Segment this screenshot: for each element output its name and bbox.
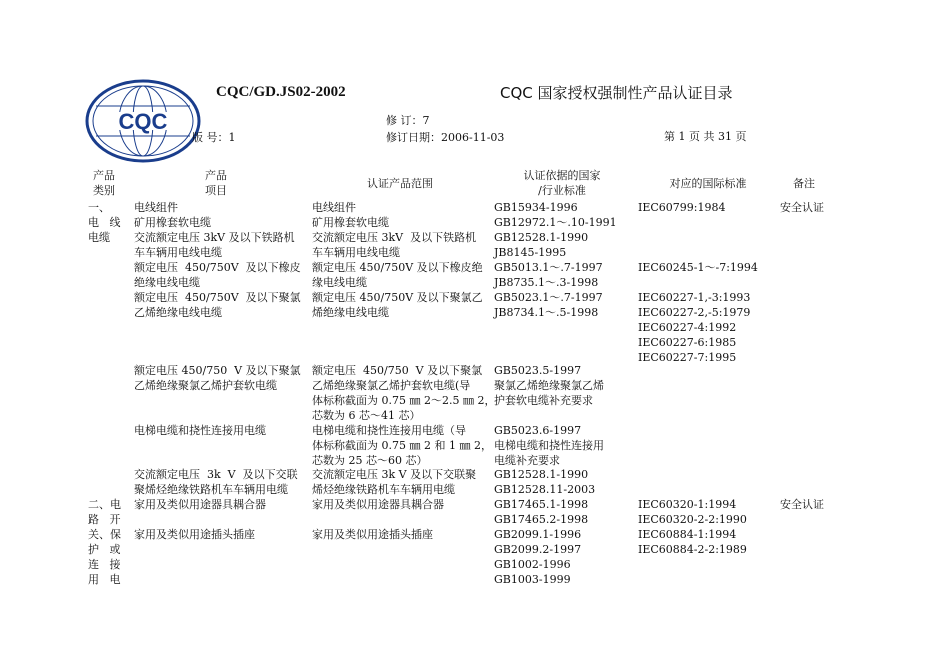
col-intl: 对应的国际标准 [669, 177, 747, 190]
cell-item: 交流额定电压 3k V 及以下交联 聚烯烃绝缘铁路机车车辆用电缆 [134, 468, 298, 496]
doc-title: CQC 国家授权强制性产品认证目录 [500, 84, 733, 102]
cell-scope: 家用及类似用途器具耦合器 家用及类似用途插头插座 [312, 498, 444, 541]
col-scope: 认证产品范围 [367, 177, 433, 190]
revision: 修 订：7 [386, 114, 430, 127]
cqc-logo [84, 78, 202, 164]
cell-national: GB5023.6-1997 电梯电缆和挠性连接用 电缆补充要求 [494, 424, 604, 467]
cell-item: 电线组件 矿用橡套软电缆 交流额定电压 3kV 及以下铁路机 车车辆用电线电缆 额定电压 450/750V 及以下橡皮 绝缘电线电缆 额定电压 450/750V 及以下聚氯 乙烯绝缘电线电缆 [134, 201, 301, 319]
page-number: 第 1 页 共 31 页 [664, 130, 747, 143]
cell-intl: IEC60320-1:1994 IEC60320-2-2:1990 IEC60884-1:1994 IEC60884-2-2:1989 [638, 498, 747, 556]
col-category: 产品 类别 [93, 169, 115, 197]
revision-date: 修订日期：2006-11-03 [386, 131, 505, 144]
cell-scope: 电线组件 矿用橡套软电缆 交流额定电压 3kV 及以下铁路机 车车辆用电线电缆 额定电压 450/750V 及以下橡皮绝 缘电线电缆 额定电压 450/750V 及以下聚氯乙 烯绝缘电线电缆 [312, 201, 483, 319]
cell-national: GB15934-1996 GB12972.1～.10-1991 GB12528.1-1990 JB8145-1995 GB5013.1～.7-1997 JB8735.1～.3-1998 GB5023.1～.7-1997 JB8734.1～.5-1998 [494, 201, 617, 319]
col-remark: 备注 [793, 177, 815, 190]
cell-scope: 交流额定电压 3k V 及以下交联聚 烯烃绝缘铁路机车车辆用电缆 [312, 468, 477, 496]
cell-scope: 额定电压 450/750 V 及以下聚氯 乙烯绝缘聚氯乙烯护套软电缆(导 体标称截面为 0.75 ㎜ 2～2.5 ㎜ 2， 芯数为 6 芯～41 芯） [312, 364, 496, 422]
cell-remark: 安全认证 [780, 498, 824, 511]
cell-category: 一、 电 线 电缆 [88, 201, 121, 244]
cell-national: GB5023.5-1997 聚氯乙烯绝缘聚氯乙烯 护套软电缆补充要求 [494, 364, 604, 407]
cell-remark: 安全认证 [780, 201, 824, 214]
cell-item: 家用及类似用途器具耦合器 家用及类似用途插头插座 [134, 498, 266, 541]
cell-item: 额定电压 450/750 V 及以下聚氯 乙烯绝缘聚氯乙烯护套软电缆 [134, 364, 301, 392]
version: 版 号：1 [192, 131, 236, 144]
cell-category: 二、电 路 开 关、保 护 或 连 接 用 电 [88, 498, 121, 586]
col-national: 认证依据的国家 /行业标准 [523, 169, 601, 197]
logo-text: CQC [118, 109, 168, 134]
doc-code: CQC/GD.JS02-2002 [216, 84, 346, 100]
cell-item: 电梯电缆和挠性连接用电缆 [134, 424, 266, 437]
cell-intl: IEC60799:1984 IEC60245-1～-7:1994 IEC60227-1,-3:1993 IEC60227-2,-5:1979 IEC60227-4:1992 IEC60227-6:1985 IEC60227-7:1995 [638, 201, 758, 364]
cell-national: GB12528.1-1990 GB12528.11-2003 [494, 468, 596, 496]
col-item: 产品 项目 [205, 169, 227, 197]
cell-national: GB17465.1-1998 GB17465.2-1998 GB2099.1-1996 GB2099.2-1997 GB1002-1996 GB1003-1999 [494, 498, 589, 586]
cell-scope: 电梯电缆和挠性连接用电缆（导 体标称截面为 0.75 ㎜ 2 和 1 ㎜ 2， 芯数为 25 芯～60 芯） [312, 424, 492, 467]
